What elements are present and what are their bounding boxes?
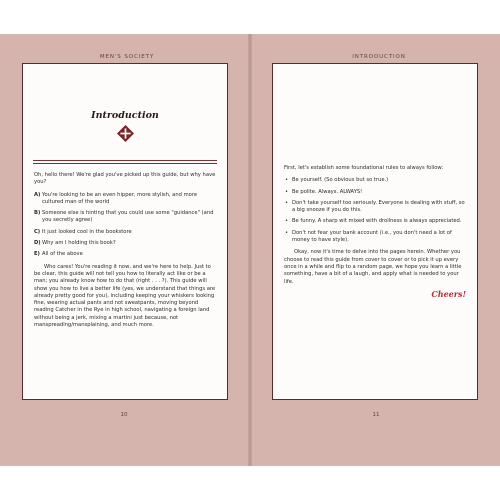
rule-text: Don't not fear your bank account (i.e., you don't need a lot of money to have style). bbox=[292, 229, 452, 244]
choice-text: It just looked cool in the bookstore bbox=[42, 228, 132, 235]
rules-list bbox=[284, 177, 466, 244]
title-rule-bottom bbox=[33, 163, 217, 164]
choice-key: D) bbox=[34, 240, 41, 247]
choice-item bbox=[34, 240, 216, 247]
choice-item bbox=[34, 229, 216, 236]
choice-text: You're looking to be an even hipper, more stylish, and more cultured man of the world bbox=[42, 191, 198, 205]
bullet-icon: • bbox=[285, 218, 289, 225]
closing-paragraph: Okay, now it's time to delve into the pages herein. Whether you choose to read this guide from cover to cover or to pick it up every once in a while and flip to a random page, we hope you learn a little something, have a bit of a laugh, and apply what is needed to your life. bbox=[284, 249, 462, 285]
right-page-number: 11 bbox=[372, 412, 380, 418]
rule-item bbox=[284, 177, 466, 184]
cross-diamond-icon bbox=[117, 125, 134, 142]
rule-item bbox=[284, 200, 466, 215]
rules-lead: First, let's establish some foundational rules to always follow: bbox=[284, 165, 444, 171]
rule-text: Be yourself. (So obvious but so true.) bbox=[292, 177, 389, 184]
choice-text: All of the above bbox=[42, 251, 83, 258]
choice-key: A) bbox=[34, 191, 41, 198]
rule-item bbox=[284, 218, 466, 225]
body-paragraph: Who cares! You're reading it now, and we're here to help. Just to be clear, this guide will not tell you how to literally act like or be a man; you already know how to do that (right . . . ?). This guide will show you how to live a better life (yes, we understand that things are already pretty good for you), including keeping your whiskers looking fine, wearing actual pants and not sweatpants, moving beyond reading Catcher in the Rye in high school, navigating a foreign land without being a jerk, mixing a martini just because, not manspreading/mansplaining, and much more. bbox=[34, 263, 216, 329]
rule-item bbox=[284, 189, 466, 196]
left-page bbox=[22, 63, 228, 400]
bullet-icon: • bbox=[285, 199, 289, 206]
right-page bbox=[272, 63, 478, 400]
rule-text: Be funny. A sharp wit mixed with drollness is always appreciated. bbox=[292, 218, 462, 225]
choice-key: E) bbox=[34, 251, 40, 258]
right-running-head: INTRODUCTION bbox=[352, 54, 406, 60]
choice-item bbox=[34, 192, 216, 207]
choice-text: Why am I holding this book? bbox=[42, 240, 116, 247]
rule-text: Don't take yourself too seriously. Everyone is dealing with stuff, so a big snooze if you do this. bbox=[292, 199, 465, 214]
bullet-icon: • bbox=[285, 177, 289, 184]
signoff: Cheers! bbox=[431, 288, 466, 299]
choice-item bbox=[34, 251, 216, 258]
right-page-text bbox=[284, 165, 466, 298]
title-rule-top bbox=[33, 160, 217, 161]
choice-key: C) bbox=[34, 228, 41, 235]
rule-text: Be polite. Always. ALWAYS! bbox=[292, 188, 363, 195]
chapter-title: Introduction bbox=[91, 110, 159, 121]
book-gutter bbox=[248, 34, 252, 466]
choice-text: Someone else is hinting that you could use some "guidance" (and you secretly agree) bbox=[42, 210, 214, 224]
choice-item bbox=[34, 210, 216, 225]
left-page-number: 10 bbox=[120, 412, 128, 418]
intro-paragraph: Oh, hello there! We're glad you've picked up this guide, but why have you? bbox=[34, 172, 216, 186]
left-running-head: MEN'S SOCIETY bbox=[99, 54, 155, 60]
rule-item bbox=[284, 230, 466, 245]
choice-key: B) bbox=[34, 210, 41, 217]
choice-list bbox=[34, 192, 216, 259]
bullet-icon: • bbox=[285, 188, 289, 195]
bullet-icon: • bbox=[285, 229, 289, 236]
left-page-text bbox=[34, 172, 216, 334]
